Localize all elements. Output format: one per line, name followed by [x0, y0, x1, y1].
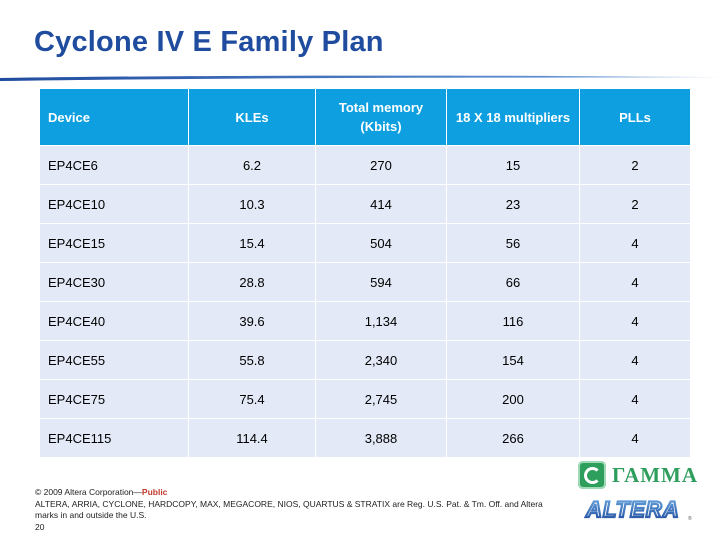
cell-memory: 3,888	[316, 419, 447, 457]
table-row	[40, 302, 690, 340]
cell-memory: 594	[316, 263, 447, 301]
cell-plls: 4	[580, 380, 690, 418]
cell-device: EP4CE40	[40, 302, 189, 340]
footer	[35, 487, 555, 533]
cell-device: EP4CE75	[40, 380, 189, 418]
cell-multipliers: 266	[447, 419, 580, 457]
copyright-text: © 2009 Altera Corporation—	[35, 487, 142, 497]
gamma-logo-icon	[578, 461, 606, 489]
header-total-memory: Total memory (Kbits)	[316, 89, 447, 145]
header-multipliers: 18 X 18 multipliers	[447, 89, 580, 145]
table-row	[40, 146, 690, 184]
cell-memory: 2,745	[316, 380, 447, 418]
page-number: 20	[35, 521, 45, 532]
gamma-logo-text: ГАММА	[612, 462, 699, 487]
table-row	[40, 185, 690, 223]
cell-multipliers: 23	[447, 185, 580, 223]
altera-logo	[584, 495, 696, 523]
gamma-logo	[578, 460, 698, 490]
cell-kles: 39.6	[189, 302, 316, 340]
cell-plls: 4	[580, 302, 690, 340]
cell-device: EP4CE6	[40, 146, 189, 184]
table-header-row	[40, 89, 690, 145]
cell-device: EP4CE55	[40, 341, 189, 379]
cell-multipliers: 200	[447, 380, 580, 418]
cell-kles: 75.4	[189, 380, 316, 418]
cell-multipliers: 56	[447, 224, 580, 262]
cell-device: EP4CE15	[40, 224, 189, 262]
title-divider	[0, 74, 720, 82]
cell-memory: 414	[316, 185, 447, 223]
cell-memory: 2,340	[316, 341, 447, 379]
cell-kles: 28.8	[189, 263, 316, 301]
header-kles: KLEs	[189, 89, 316, 145]
table-row	[40, 341, 690, 379]
cell-kles: 114.4	[189, 419, 316, 457]
cell-kles: 10.3	[189, 185, 316, 223]
registered-mark: ®	[688, 516, 692, 522]
page-title: Cyclone IV E Family Plan	[34, 26, 384, 58]
cell-kles: 15.4	[189, 224, 316, 262]
family-plan-table	[40, 88, 690, 458]
cell-memory: 1,134	[316, 302, 447, 340]
cell-multipliers: 154	[447, 341, 580, 379]
cell-device: EP4CE115	[40, 419, 189, 457]
cell-memory: 504	[316, 224, 447, 262]
cell-plls: 4	[580, 341, 690, 379]
header-device: Device	[40, 89, 189, 145]
table-row	[40, 224, 690, 262]
cell-memory: 270	[316, 146, 447, 184]
cell-device: EP4CE10	[40, 185, 189, 223]
trademark-notice: ALTERA, ARRIA, CYCLONE, HARDCOPY, MAX, MEGACORE, NIOS, QUARTUS & STRATIX are Reg. U.S. Pat. & Tm. Off. and Altera marks in and outside the U.S.	[35, 498, 543, 520]
altera-logo-text: ALTERA	[586, 497, 680, 522]
cell-plls: 4	[580, 263, 690, 301]
table-row	[40, 380, 690, 418]
cell-kles: 55.8	[189, 341, 316, 379]
cell-plls: 4	[580, 224, 690, 262]
cell-multipliers: 116	[447, 302, 580, 340]
classification-label: Public	[141, 487, 168, 497]
cell-kles: 6.2	[189, 146, 316, 184]
table-row	[40, 419, 690, 457]
cell-device: EP4CE30	[40, 263, 189, 301]
cell-plls: 2	[580, 185, 690, 223]
cell-plls: 4	[580, 419, 690, 457]
cell-multipliers: 15	[447, 146, 580, 184]
table-row	[40, 263, 690, 301]
cell-multipliers: 66	[447, 263, 580, 301]
copyright-line	[35, 487, 555, 499]
cell-plls: 2	[580, 146, 690, 184]
header-plls: PLLs	[580, 89, 690, 145]
